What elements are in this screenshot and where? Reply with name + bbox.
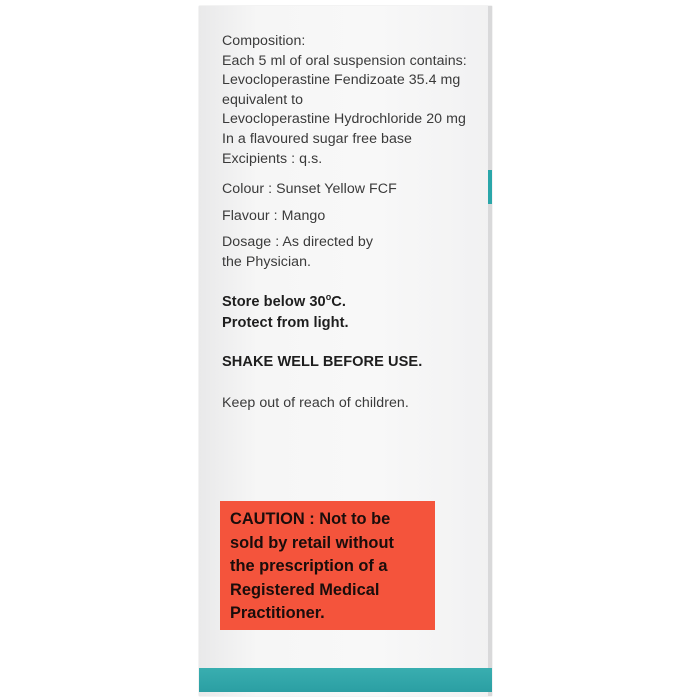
shake-warning	[222, 353, 487, 373]
store-prefix: Store below 30	[222, 294, 326, 310]
dosage-line: Dosage : As directed by	[222, 234, 373, 250]
caution-line: the prescription of a	[230, 557, 388, 575]
composition-line: Each 5 ml of oral suspension contains:	[222, 52, 467, 69]
caution-label	[220, 501, 435, 630]
keep-away-text	[222, 394, 487, 414]
colour-text	[222, 180, 487, 200]
store-suffix: C.	[331, 294, 346, 310]
store-below-text	[222, 292, 487, 313]
storage-section	[222, 292, 487, 334]
shake-line: SHAKE WELL BEFORE USE.	[222, 354, 423, 370]
protect-light-text: Protect from light.	[222, 315, 349, 331]
flavour-line: Flavour : Mango	[222, 208, 326, 224]
composition-line: equivalent to	[222, 91, 304, 108]
composition-line: Levocloperastine Fendizoate 35.4 mg	[222, 72, 461, 89]
carton-side-edge	[488, 6, 492, 696]
teal-bottom-strip	[199, 668, 492, 692]
caution-line: sold by retail without	[230, 533, 394, 552]
dosage-line: the Physician.	[222, 253, 312, 270]
composition-line: Levocloperastine Hydrochloride 20 mg	[222, 111, 466, 128]
composition-heading: Composition:	[222, 33, 306, 49]
degree-mark: o	[325, 292, 332, 302]
dosage-section	[222, 233, 487, 272]
composition-section	[222, 32, 487, 169]
composition-line: Excipients : q.s.	[222, 150, 323, 167]
colour-line: Colour : Sunset Yellow FCF	[222, 181, 397, 197]
teal-side-tab	[488, 170, 492, 204]
keep-away-line: Keep out of reach of children.	[222, 395, 409, 411]
composition-line: In a flavoured sugar free base	[222, 130, 412, 147]
caution-line: Registered Medical	[230, 580, 380, 599]
caution-line: CAUTION : Not to be	[230, 510, 391, 528]
flavour-text	[222, 207, 487, 227]
caution-line: Practitioner.	[230, 604, 325, 622]
